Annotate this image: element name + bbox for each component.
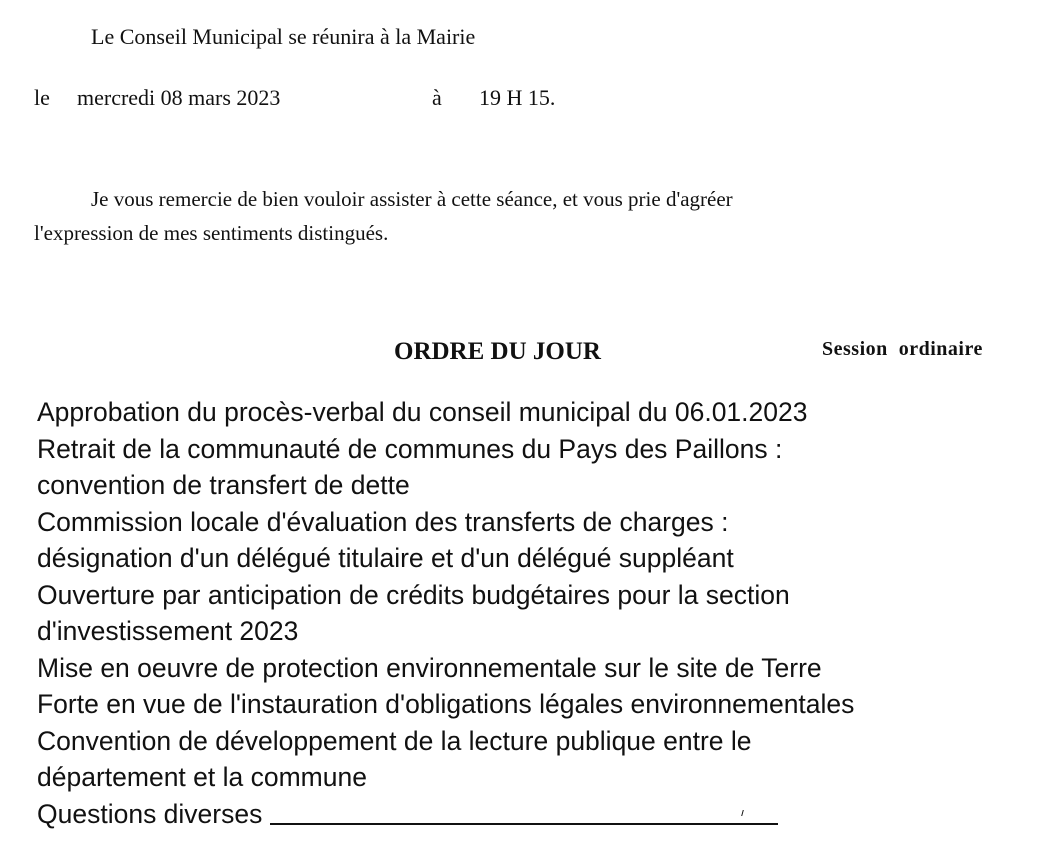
agenda-line: Approbation du procès-verbal du conseil municipal du 06.01.2023 bbox=[37, 397, 808, 427]
time-prefix: à bbox=[432, 85, 442, 110]
agenda-line: Retrait de la communauté de communes du Pays des Paillons : bbox=[37, 433, 783, 464]
agenda-line: convention de transfert de dette bbox=[37, 470, 410, 500]
agenda-line: désignation d'un délégué titulaire et d'un délégué suppléant bbox=[37, 543, 734, 573]
meeting-time: 19 H 15. bbox=[479, 85, 556, 110]
questions-label: Questions diverses bbox=[37, 798, 263, 829]
agenda-line: Commission locale d'évaluation des transferts de charges : bbox=[37, 506, 729, 537]
agenda-line: département et la commune bbox=[37, 762, 367, 792]
questions-underline bbox=[270, 822, 778, 825]
agenda-title: ORDRE DU JOUR bbox=[394, 338, 601, 365]
agenda-line: d'investissement 2023 bbox=[37, 616, 299, 646]
agenda-line: Mise en oeuvre de protection environnementale sur le site de Terre bbox=[37, 652, 822, 683]
closing-line-1: Je vous remercie de bien vouloir assister à cette séance, et vous prie d'agréer bbox=[91, 187, 733, 211]
session-type-label: Session ordinaire bbox=[822, 338, 983, 360]
agenda-questions-item bbox=[37, 796, 854, 833]
meeting-date: mercredi 08 mars 2023 bbox=[77, 85, 281, 110]
agenda-list bbox=[37, 394, 854, 832]
pen-mark bbox=[742, 810, 745, 816]
closing-line-2: l'expression de mes sentiments distingués. bbox=[34, 221, 389, 245]
agenda-line: Ouverture par anticipation de crédits budgétaires pour la section bbox=[37, 579, 790, 610]
convocation-intro: Le Conseil Municipal se réunira à la Mairie bbox=[91, 24, 476, 49]
agenda-line: Forte en vue de l'instauration d'obligations légales environnementales bbox=[37, 689, 855, 719]
agenda-line: Convention de développement de la lecture publique entre le bbox=[37, 725, 752, 756]
date-prefix: le bbox=[34, 85, 50, 110]
